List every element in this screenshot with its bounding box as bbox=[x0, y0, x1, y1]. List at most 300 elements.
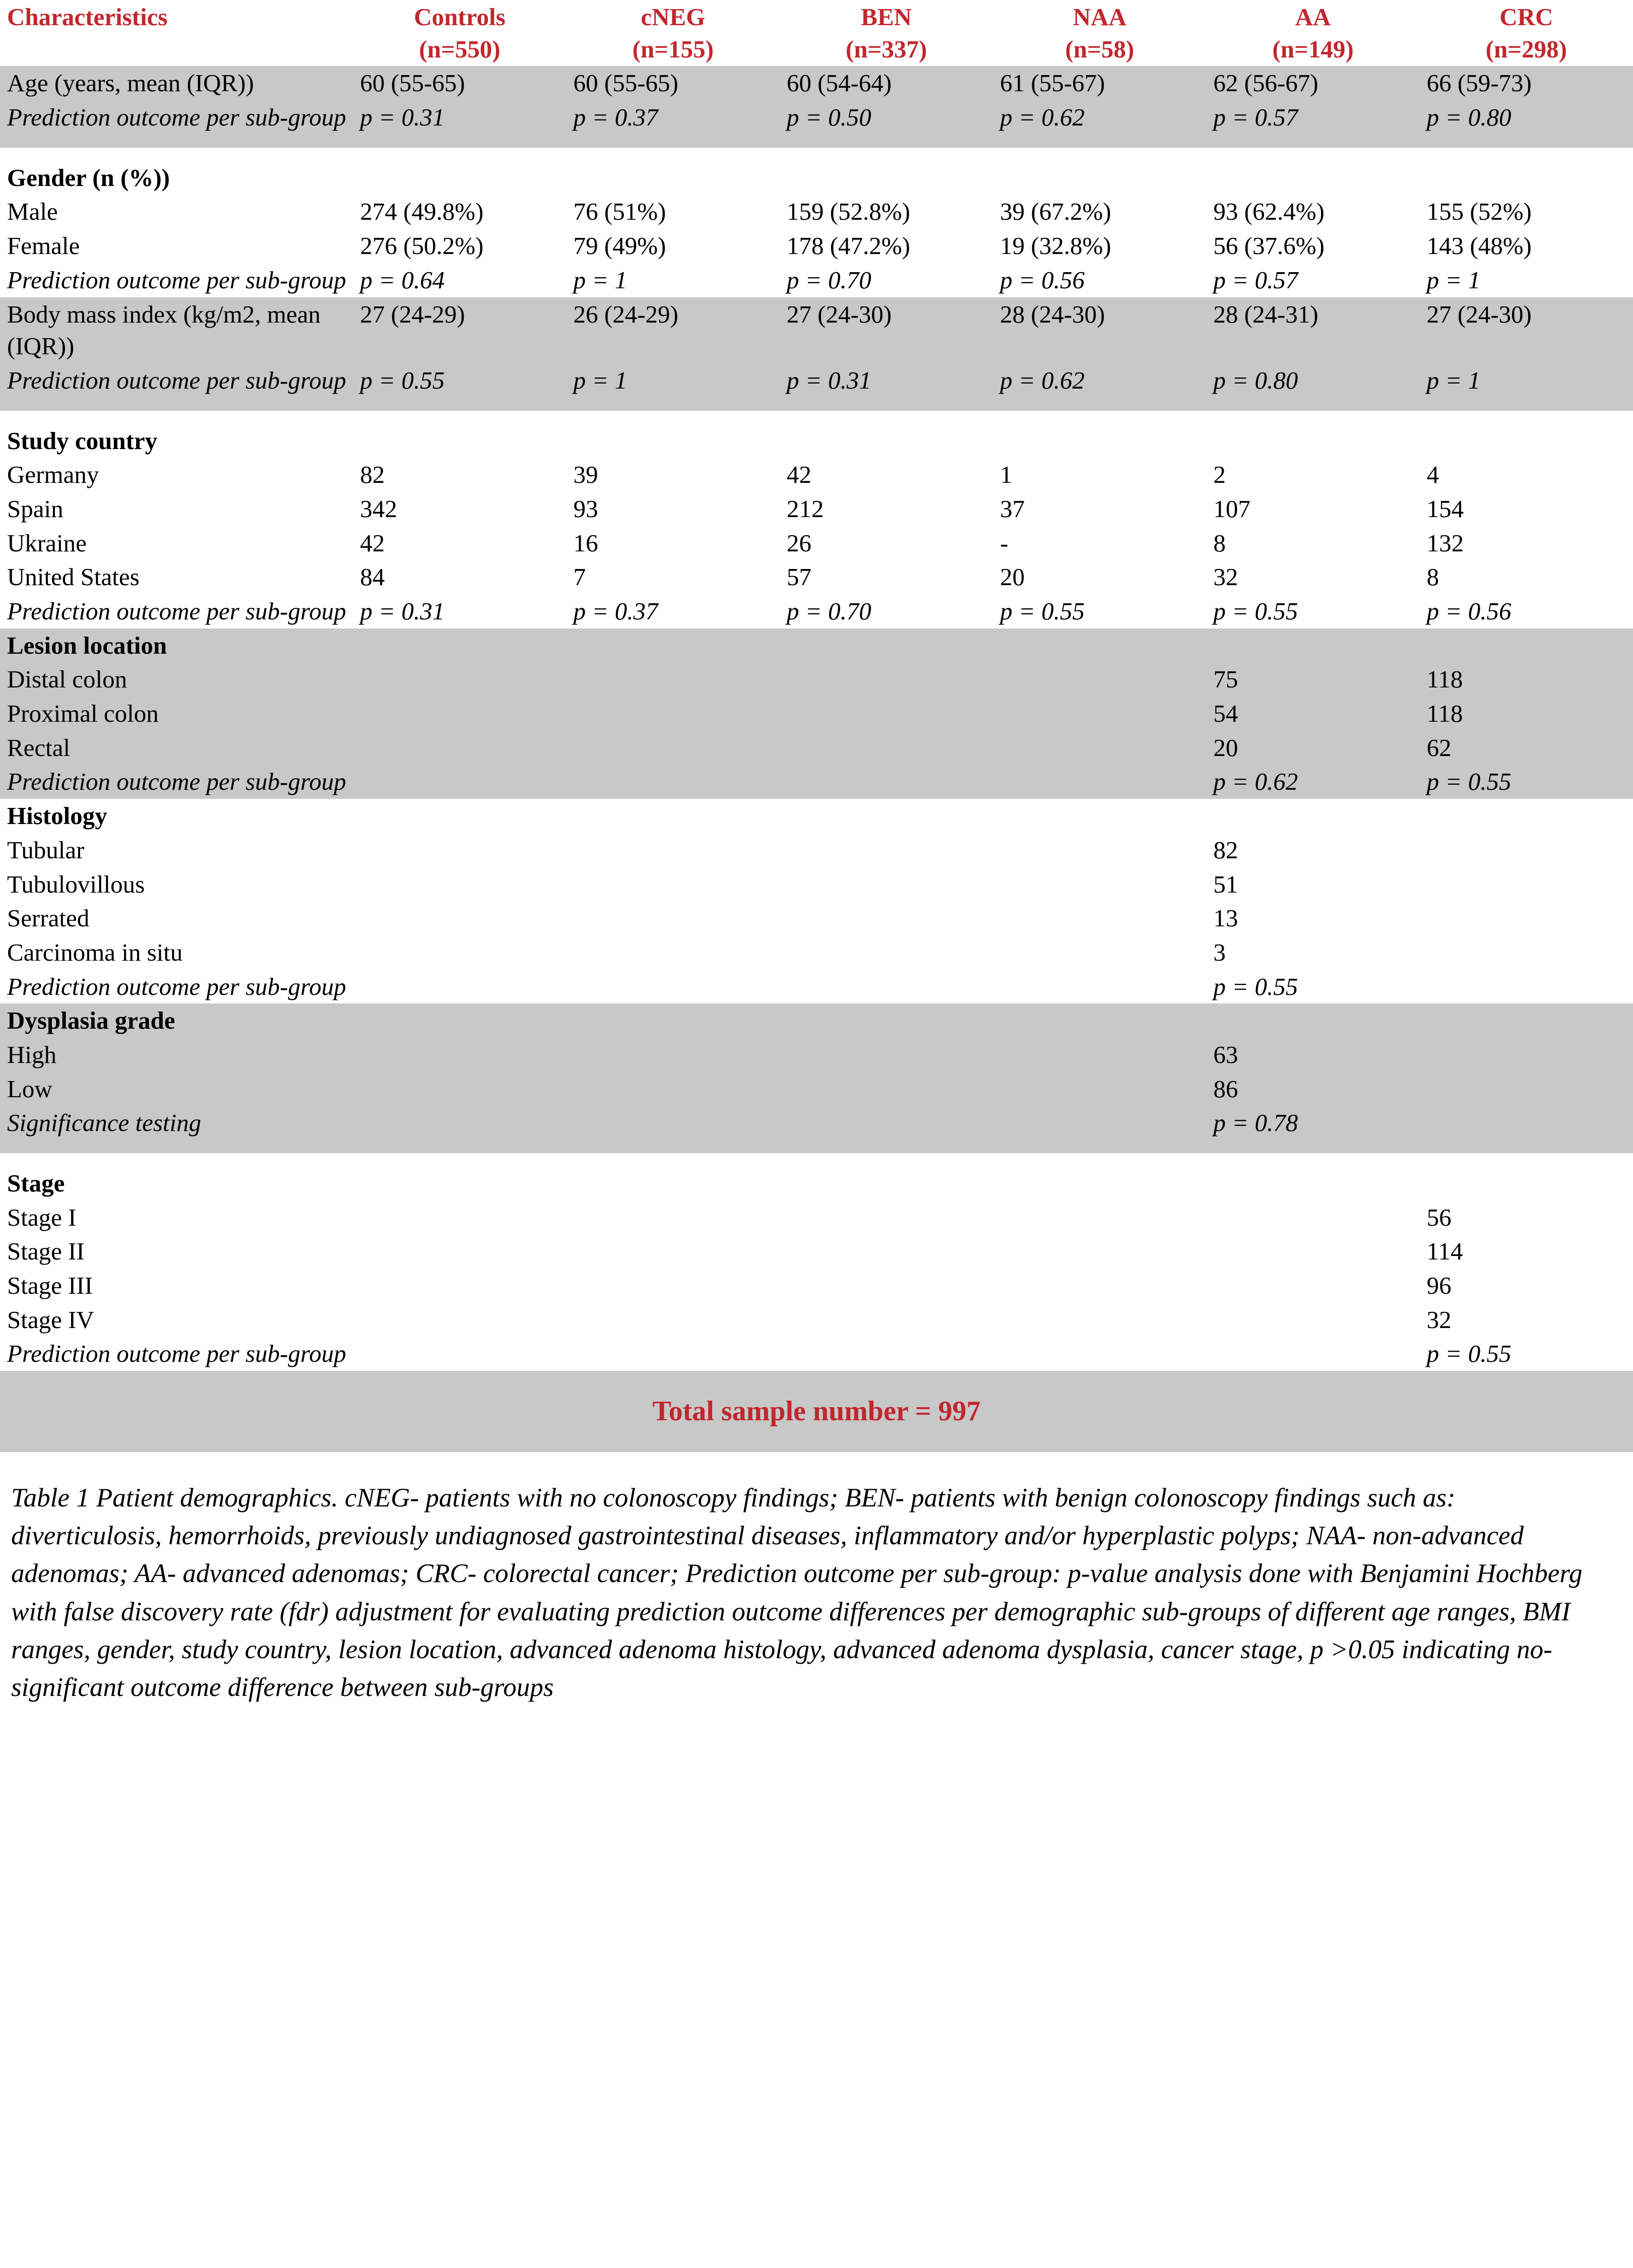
cell-value bbox=[993, 833, 1206, 867]
column-header-ben-name: BEN bbox=[861, 3, 912, 31]
cell-value: 27 (24-29) bbox=[353, 297, 566, 363]
cell-value bbox=[567, 833, 780, 867]
cell-value: 51 bbox=[1206, 867, 1419, 902]
cell-value: p = 0.78 bbox=[1206, 1106, 1419, 1140]
row-label: Spain bbox=[0, 492, 353, 526]
cell-value: 82 bbox=[353, 458, 566, 492]
table-row bbox=[0, 1003, 1633, 1038]
cell-value: 342 bbox=[353, 492, 566, 526]
cell-value bbox=[780, 765, 993, 799]
cell-value bbox=[780, 1166, 993, 1201]
cell-value: p = 0.31 bbox=[353, 594, 566, 628]
cell-value bbox=[780, 970, 993, 1004]
row-group-label: Gender (n (%)) bbox=[0, 161, 353, 195]
cell-value bbox=[1420, 1166, 1633, 1201]
row-group-label: Stage bbox=[0, 1166, 353, 1201]
cell-value: 27 (24-30) bbox=[1420, 297, 1633, 363]
cell-value: p = 0.55 bbox=[1420, 765, 1633, 799]
table-row bbox=[0, 901, 1633, 935]
cell-value bbox=[567, 1038, 780, 1072]
column-header-cneg-name: cNEG bbox=[641, 3, 706, 31]
table-caption: Table 1 Patient demographics. cNEG- patients with no colonoscopy findings; BEN- patients with benign colonoscopy findings such as: diverticulosis, hemorrhoids, previously undiagnosed gastrointestinal diseases, inflammatory and/or hyperplastic polyps; NAA- non-advanced adenomas; AA- advanced adenomas; CRC- colorectal cancer; Prediction outcome per sub-group: p-value analysis done with Benjamini Hochberg with false discovery rate (fdr) adjustment for evaluating prediction outcome differences per demographic sub-groups of different age ranges, BMI ranges, gender, study country, lesion location, advanced adenoma histology, advanced adenoma dysplasia, cancer stage, p >0.05 indicating no-significant outcome difference between sub-groups bbox=[0, 1452, 1633, 1707]
cell-value bbox=[567, 662, 780, 697]
cell-value: p = 0.57 bbox=[1206, 263, 1419, 297]
cell-value bbox=[567, 1072, 780, 1106]
cell-value: p = 0.37 bbox=[567, 100, 780, 135]
spacer-row bbox=[0, 398, 1633, 411]
table-row bbox=[0, 1303, 1633, 1337]
row-label: Serrated bbox=[0, 901, 353, 935]
column-header-ben bbox=[780, 0, 993, 66]
cell-value bbox=[353, 970, 566, 1004]
cell-value bbox=[1206, 1166, 1419, 1201]
row-label: Rectal bbox=[0, 731, 353, 765]
cell-value bbox=[993, 1003, 1206, 1038]
cell-value bbox=[353, 1003, 566, 1038]
cell-value: 32 bbox=[1420, 1303, 1633, 1337]
cell-value bbox=[993, 867, 1206, 902]
cell-value: 60 (55-65) bbox=[567, 66, 780, 100]
row-label: United States bbox=[0, 560, 353, 594]
cell-value: 56 bbox=[1420, 1201, 1633, 1235]
cell-value bbox=[993, 970, 1206, 1004]
cell-value bbox=[780, 833, 993, 867]
cell-value: 28 (24-30) bbox=[993, 297, 1206, 363]
cell-value bbox=[353, 1269, 566, 1303]
row-label: Prediction outcome per sub-group bbox=[0, 263, 353, 297]
cell-value: 143 (48%) bbox=[1420, 229, 1633, 263]
table-body bbox=[0, 66, 1633, 1371]
cell-value bbox=[1420, 799, 1633, 833]
table-row bbox=[0, 1038, 1633, 1072]
table-row bbox=[0, 594, 1633, 628]
column-header-controls-n: (n=550) bbox=[419, 35, 500, 63]
cell-value bbox=[353, 833, 566, 867]
cell-value bbox=[780, 799, 993, 833]
cell-value: p = 0.31 bbox=[780, 363, 993, 398]
table-row bbox=[0, 799, 1633, 833]
table-row bbox=[0, 628, 1633, 663]
table-row bbox=[0, 867, 1633, 902]
spacer-row bbox=[0, 1153, 1633, 1166]
cell-value bbox=[780, 935, 993, 970]
spacer-cell bbox=[0, 411, 1633, 424]
cell-value bbox=[353, 161, 566, 195]
cell-value bbox=[567, 1337, 780, 1371]
cell-value: 274 (49.8%) bbox=[353, 195, 566, 229]
column-header-ben-n: (n=337) bbox=[845, 35, 927, 63]
cell-value bbox=[780, 697, 993, 731]
cell-value: 2 bbox=[1206, 458, 1419, 492]
cell-value: p = 0.64 bbox=[353, 263, 566, 297]
cell-value bbox=[1206, 424, 1419, 458]
table-row bbox=[0, 363, 1633, 398]
table-row bbox=[0, 1106, 1633, 1140]
cell-value: 178 (47.2%) bbox=[780, 229, 993, 263]
cell-value: p = 0.55 bbox=[1206, 970, 1419, 1004]
cell-value bbox=[780, 1106, 993, 1140]
cell-value: 32 bbox=[1206, 560, 1419, 594]
table-row bbox=[0, 263, 1633, 297]
cell-value bbox=[993, 1166, 1206, 1201]
cell-value: p = 0.37 bbox=[567, 594, 780, 628]
row-label: Age (years, mean (IQR)) bbox=[0, 66, 353, 100]
cell-value: 93 (62.4%) bbox=[1206, 195, 1419, 229]
table-row bbox=[0, 1072, 1633, 1106]
cell-value: 39 bbox=[567, 458, 780, 492]
cell-value: p = 0.62 bbox=[993, 363, 1206, 398]
cell-value bbox=[993, 1269, 1206, 1303]
cell-value bbox=[353, 867, 566, 902]
cell-value bbox=[353, 901, 566, 935]
cell-value bbox=[993, 628, 1206, 663]
cell-value bbox=[567, 697, 780, 731]
column-header-aa-name: AA bbox=[1295, 3, 1331, 31]
cell-value bbox=[993, 1201, 1206, 1235]
column-header-cneg-n: (n=155) bbox=[632, 35, 714, 63]
cell-value: p = 0.70 bbox=[780, 594, 993, 628]
spacer-cell bbox=[0, 148, 1633, 161]
cell-value bbox=[780, 1303, 993, 1337]
cell-value bbox=[1420, 901, 1633, 935]
cell-value: 8 bbox=[1206, 526, 1419, 560]
cell-value bbox=[567, 628, 780, 663]
row-label: Prediction outcome per sub-group bbox=[0, 970, 353, 1004]
cell-value bbox=[993, 765, 1206, 799]
cell-value: p = 0.55 bbox=[1206, 594, 1419, 628]
cell-value bbox=[993, 1234, 1206, 1269]
spacer-cell bbox=[0, 398, 1633, 411]
row-label: Prediction outcome per sub-group bbox=[0, 1337, 353, 1371]
cell-value: 26 (24-29) bbox=[567, 297, 780, 363]
row-label: Distal colon bbox=[0, 662, 353, 697]
cell-value: 86 bbox=[1206, 1072, 1419, 1106]
cell-value bbox=[1206, 799, 1419, 833]
row-group-label: Lesion location bbox=[0, 628, 353, 663]
table-row bbox=[0, 161, 1633, 195]
cell-value bbox=[353, 765, 566, 799]
cell-value bbox=[353, 1337, 566, 1371]
total-sample-number: Total sample number = 997 bbox=[0, 1371, 1633, 1452]
cell-value bbox=[993, 697, 1206, 731]
cell-value: 75 bbox=[1206, 662, 1419, 697]
table-row bbox=[0, 1269, 1633, 1303]
cell-value bbox=[993, 731, 1206, 765]
table-row bbox=[0, 935, 1633, 970]
cell-value bbox=[353, 1201, 566, 1235]
cell-value: 107 bbox=[1206, 492, 1419, 526]
cell-value bbox=[1420, 935, 1633, 970]
cell-value: 8 bbox=[1420, 560, 1633, 594]
row-label: Ukraine bbox=[0, 526, 353, 560]
cell-value bbox=[567, 1106, 780, 1140]
cell-value: 93 bbox=[567, 492, 780, 526]
cell-value bbox=[353, 935, 566, 970]
row-label: Tubulovillous bbox=[0, 867, 353, 902]
cell-value: 1 bbox=[993, 458, 1206, 492]
cell-value: p = 0.55 bbox=[353, 363, 566, 398]
cell-value: 20 bbox=[993, 560, 1206, 594]
row-label: Prediction outcome per sub-group bbox=[0, 100, 353, 135]
cell-value: p = 1 bbox=[567, 363, 780, 398]
spacer-row bbox=[0, 1140, 1633, 1153]
row-label: Stage III bbox=[0, 1269, 353, 1303]
cell-value bbox=[993, 662, 1206, 697]
cell-value bbox=[567, 1201, 780, 1235]
table-row bbox=[0, 100, 1633, 135]
cell-value bbox=[567, 161, 780, 195]
column-header-crc bbox=[1420, 0, 1633, 66]
cell-value: 4 bbox=[1420, 458, 1633, 492]
cell-value: p = 1 bbox=[1420, 363, 1633, 398]
table-row bbox=[0, 662, 1633, 697]
cell-value bbox=[353, 1303, 566, 1337]
cell-value bbox=[1420, 1003, 1633, 1038]
cell-value bbox=[353, 697, 566, 731]
cell-value bbox=[780, 731, 993, 765]
table-header bbox=[0, 0, 1633, 66]
cell-value bbox=[780, 901, 993, 935]
cell-value: p = 0.50 bbox=[780, 100, 993, 135]
cell-value: 276 (50.2%) bbox=[353, 229, 566, 263]
cell-value bbox=[353, 1234, 566, 1269]
column-header-crc-name: CRC bbox=[1499, 3, 1553, 31]
cell-value bbox=[353, 799, 566, 833]
cell-value bbox=[993, 935, 1206, 970]
row-label: High bbox=[0, 1038, 353, 1072]
cell-value: 39 (67.2%) bbox=[993, 195, 1206, 229]
table-row bbox=[0, 833, 1633, 867]
cell-value bbox=[567, 1003, 780, 1038]
cell-value: 19 (32.8%) bbox=[993, 229, 1206, 263]
row-label: Prediction outcome per sub-group bbox=[0, 594, 353, 628]
cell-value bbox=[353, 1072, 566, 1106]
cell-value: 63 bbox=[1206, 1038, 1419, 1072]
cell-value: p = 0.55 bbox=[1420, 1337, 1633, 1371]
row-label: Body mass index (kg/m2, mean (IQR)) bbox=[0, 297, 353, 363]
cell-value: 27 (24-30) bbox=[780, 297, 993, 363]
cell-value: p = 0.80 bbox=[1206, 363, 1419, 398]
cell-value: 154 bbox=[1420, 492, 1633, 526]
cell-value bbox=[567, 970, 780, 1004]
header-row bbox=[0, 0, 1633, 66]
cell-value bbox=[780, 1003, 993, 1038]
cell-value bbox=[567, 765, 780, 799]
cell-value: 84 bbox=[353, 560, 566, 594]
cell-value: 79 (49%) bbox=[567, 229, 780, 263]
cell-value bbox=[780, 1201, 993, 1235]
cell-value bbox=[567, 935, 780, 970]
cell-value: p = 0.62 bbox=[1206, 765, 1419, 799]
cell-value: p = 0.31 bbox=[353, 100, 566, 135]
table-row bbox=[0, 1337, 1633, 1371]
table-row bbox=[0, 458, 1633, 492]
row-label: Low bbox=[0, 1072, 353, 1106]
cell-value: 28 (24-31) bbox=[1206, 297, 1419, 363]
column-header-cneg bbox=[567, 0, 780, 66]
table-row bbox=[0, 1166, 1633, 1201]
cell-value: p = 0.62 bbox=[993, 100, 1206, 135]
cell-value: 62 bbox=[1420, 731, 1633, 765]
column-header-naa bbox=[993, 0, 1206, 66]
cell-value: - bbox=[993, 526, 1206, 560]
table-row bbox=[0, 731, 1633, 765]
spacer-row bbox=[0, 135, 1633, 148]
cell-value bbox=[1206, 1201, 1419, 1235]
column-header-naa-name: NAA bbox=[1073, 3, 1126, 31]
total-row bbox=[0, 1371, 1633, 1452]
table-row bbox=[0, 195, 1633, 229]
cell-value bbox=[353, 1038, 566, 1072]
row-label: Carcinoma in situ bbox=[0, 935, 353, 970]
cell-value: 114 bbox=[1420, 1234, 1633, 1269]
cell-value bbox=[1420, 1106, 1633, 1140]
row-group-label: Histology bbox=[0, 799, 353, 833]
cell-value bbox=[567, 731, 780, 765]
spacer-row bbox=[0, 148, 1633, 161]
table-row bbox=[0, 697, 1633, 731]
cell-value bbox=[993, 1106, 1206, 1140]
column-header-characteristics: Characteristics bbox=[0, 0, 353, 66]
cell-value bbox=[780, 628, 993, 663]
cell-value bbox=[780, 1234, 993, 1269]
cell-value: 37 bbox=[993, 492, 1206, 526]
cell-value bbox=[353, 424, 566, 458]
cell-value bbox=[780, 161, 993, 195]
cell-value bbox=[1206, 161, 1419, 195]
cell-value bbox=[1206, 1337, 1419, 1371]
table-row bbox=[0, 1234, 1633, 1269]
table-row bbox=[0, 297, 1633, 363]
cell-value: 159 (52.8%) bbox=[780, 195, 993, 229]
cell-value bbox=[1206, 1234, 1419, 1269]
cell-value bbox=[1420, 628, 1633, 663]
table-row bbox=[0, 526, 1633, 560]
cell-value bbox=[993, 799, 1206, 833]
cell-value bbox=[567, 799, 780, 833]
cell-value bbox=[1206, 1003, 1419, 1038]
cell-value bbox=[993, 1072, 1206, 1106]
row-group-label: Dysplasia grade bbox=[0, 1003, 353, 1038]
cell-value: 56 (37.6%) bbox=[1206, 229, 1419, 263]
cell-value bbox=[1420, 424, 1633, 458]
cell-value bbox=[567, 1166, 780, 1201]
cell-value bbox=[567, 867, 780, 902]
cell-value bbox=[993, 1337, 1206, 1371]
row-label: Male bbox=[0, 195, 353, 229]
table-row bbox=[0, 970, 1633, 1004]
table-row bbox=[0, 492, 1633, 526]
cell-value bbox=[353, 1106, 566, 1140]
cell-value: 42 bbox=[353, 526, 566, 560]
cell-value: p = 0.80 bbox=[1420, 100, 1633, 135]
table-row bbox=[0, 765, 1633, 799]
cell-value bbox=[353, 628, 566, 663]
column-header-aa-n: (n=149) bbox=[1272, 35, 1354, 63]
cell-value: 60 (55-65) bbox=[353, 66, 566, 100]
table-row bbox=[0, 66, 1633, 100]
cell-value bbox=[780, 1038, 993, 1072]
cell-value bbox=[1206, 628, 1419, 663]
cell-value: p = 1 bbox=[1420, 263, 1633, 297]
cell-value: 20 bbox=[1206, 731, 1419, 765]
table-row bbox=[0, 1201, 1633, 1235]
row-label: Prediction outcome per sub-group bbox=[0, 363, 353, 398]
cell-value: 3 bbox=[1206, 935, 1419, 970]
cell-value: 132 bbox=[1420, 526, 1633, 560]
row-label: Stage II bbox=[0, 1234, 353, 1269]
cell-value bbox=[1420, 161, 1633, 195]
cell-value: 16 bbox=[567, 526, 780, 560]
cell-value: 62 (56-67) bbox=[1206, 66, 1419, 100]
cell-value bbox=[1420, 1038, 1633, 1072]
cell-value: p = 0.70 bbox=[780, 263, 993, 297]
cell-value: p = 0.56 bbox=[1420, 594, 1633, 628]
row-label: Tubular bbox=[0, 833, 353, 867]
cell-value bbox=[1420, 970, 1633, 1004]
cell-value bbox=[780, 424, 993, 458]
cell-value: 13 bbox=[1206, 901, 1419, 935]
column-header-naa-n: (n=58) bbox=[1065, 35, 1135, 63]
spacer-row bbox=[0, 411, 1633, 424]
cell-value bbox=[993, 161, 1206, 195]
cell-value bbox=[780, 867, 993, 902]
row-label: Prediction outcome per sub-group bbox=[0, 765, 353, 799]
cell-value: 155 (52%) bbox=[1420, 195, 1633, 229]
table-row bbox=[0, 560, 1633, 594]
cell-value: 76 (51%) bbox=[567, 195, 780, 229]
cell-value: 60 (54-64) bbox=[780, 66, 993, 100]
cell-value bbox=[993, 1038, 1206, 1072]
table-row bbox=[0, 424, 1633, 458]
cell-value: 118 bbox=[1420, 662, 1633, 697]
cell-value bbox=[993, 1303, 1206, 1337]
cell-value bbox=[780, 662, 993, 697]
column-header-controls-name: Controls bbox=[414, 3, 506, 31]
cell-value: 57 bbox=[780, 560, 993, 594]
cell-value: p = 1 bbox=[567, 263, 780, 297]
table-row bbox=[0, 229, 1633, 263]
row-label: Germany bbox=[0, 458, 353, 492]
cell-value bbox=[1420, 833, 1633, 867]
spacer-cell bbox=[0, 1153, 1633, 1166]
row-label: Stage IV bbox=[0, 1303, 353, 1337]
cell-value bbox=[567, 1269, 780, 1303]
cell-value: p = 0.55 bbox=[993, 594, 1206, 628]
spacer-cell bbox=[0, 135, 1633, 148]
cell-value bbox=[780, 1269, 993, 1303]
column-header-crc-n: (n=298) bbox=[1485, 35, 1567, 63]
column-header-aa bbox=[1206, 0, 1419, 66]
cell-value: p = 0.56 bbox=[993, 263, 1206, 297]
cell-value bbox=[353, 1166, 566, 1201]
cell-value bbox=[567, 1303, 780, 1337]
row-label: Stage I bbox=[0, 1201, 353, 1235]
cell-value bbox=[780, 1072, 993, 1106]
cell-value: p = 0.57 bbox=[1206, 100, 1419, 135]
cell-value: 96 bbox=[1420, 1269, 1633, 1303]
row-group-label: Study country bbox=[0, 424, 353, 458]
cell-value bbox=[1206, 1303, 1419, 1337]
cell-value bbox=[993, 901, 1206, 935]
row-label: Female bbox=[0, 229, 353, 263]
cell-value: 212 bbox=[780, 492, 993, 526]
row-label: Significance testing bbox=[0, 1106, 353, 1140]
cell-value bbox=[567, 901, 780, 935]
cell-value bbox=[1420, 867, 1633, 902]
cell-value: 61 (55-67) bbox=[993, 66, 1206, 100]
cell-value bbox=[1206, 1269, 1419, 1303]
